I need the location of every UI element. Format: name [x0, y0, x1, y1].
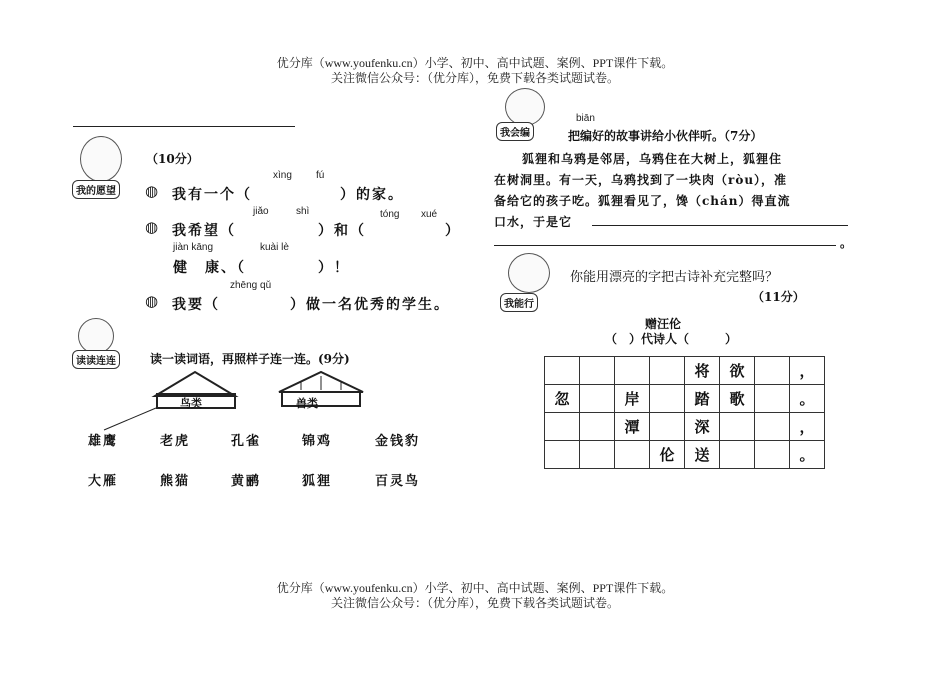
q3-text: 健 康、（ — [173, 260, 246, 276]
poem-cell[interactable] — [650, 385, 685, 413]
footer-line-1: 优分库（www.youfenku.cn）小学、初中、高中试题、案例、PPT课件下载。 — [276, 581, 674, 595]
q1-before: 我有一个（ — [172, 187, 252, 203]
cartoon-child-icon — [78, 318, 114, 354]
page-header — [0, 56, 950, 86]
poem-cell[interactable] — [615, 441, 650, 469]
poem-cell[interactable] — [720, 413, 755, 441]
pinyin-jiao: jiǎo — [253, 206, 269, 217]
pinyin-tong: tóng — [380, 209, 400, 220]
poem-cell[interactable]: 深 — [685, 413, 720, 441]
poem-cell[interactable]: 踏 — [685, 385, 720, 413]
poem-cell[interactable] — [545, 413, 580, 441]
section4-instruction: 你能用漂亮的字把古诗补充完整吗？ — [570, 270, 779, 285]
poem-cell[interactable] — [650, 357, 685, 385]
poem-cell[interactable] — [755, 357, 790, 385]
poem-cell[interactable]: 忽 — [545, 385, 580, 413]
pinyin-fu: fú — [316, 170, 325, 181]
poem-cell[interactable]: 伦 — [650, 441, 685, 469]
poem-row — [545, 413, 825, 441]
poem-cell[interactable] — [755, 441, 790, 469]
house-beast — [276, 368, 366, 413]
story-text — [494, 149, 854, 233]
poem-cell[interactable] — [545, 357, 580, 385]
answer-line[interactable] — [592, 225, 848, 226]
section1-badge: 我的愿望 — [72, 180, 120, 199]
pinyin-bian: biān — [576, 113, 595, 124]
pinyin-zhengqu: zhēng qǔ — [230, 280, 272, 291]
apple-icon: ◍ — [145, 218, 159, 236]
poem-row — [545, 385, 825, 413]
story-line: 备给它的孩子吃。狐狸看见了，馋（chán）得直流 — [494, 194, 791, 208]
poem-cell[interactable]: 将 — [685, 357, 720, 385]
pinyin-xue: xué — [421, 209, 438, 220]
poem-cell[interactable] — [580, 385, 615, 413]
poem-cell[interactable]: ， — [790, 413, 825, 441]
section4-score: （11分） — [752, 290, 805, 304]
poem-cell[interactable] — [580, 357, 615, 385]
poem-cell[interactable]: 歌 — [720, 385, 755, 413]
poem-title: 赠汪伦 — [645, 317, 682, 331]
poem-cell[interactable]: 潭 — [615, 413, 650, 441]
cartoon-child-icon — [80, 136, 122, 182]
pinyin-xing: xìng — [273, 170, 292, 181]
word-item: 雄鹰 — [88, 434, 119, 449]
section1-score: （10分） — [146, 152, 199, 166]
header-line-1: 优分库（www.youfenku.cn）小学、初中、高中试题、案例、PPT课件下载。 — [276, 56, 674, 70]
section2-instruction: 读一读词语，再照样子连一连。(9分) — [150, 352, 350, 366]
word-item: 狐狸 — [302, 474, 333, 489]
word-item: 孔雀 — [231, 434, 262, 449]
word-item: 金钱豹 — [375, 434, 421, 449]
pinyin-shi: shì — [296, 206, 310, 217]
header-line-2: 关注微信公众号：（优分库），免费下载各类试题试卷。 — [330, 71, 619, 85]
poem-cell[interactable] — [720, 441, 755, 469]
poem-cell[interactable]: 。 — [790, 385, 825, 413]
story-line: 在树洞里。有一天，乌鸦找到了一块肉（ròu），准 — [494, 173, 788, 187]
poem-cell[interactable]: 岸 — [615, 385, 650, 413]
poem-cell[interactable] — [580, 441, 615, 469]
footer-line-2: 关注微信公众号：（优分库），免费下载各类试题试卷。 — [330, 596, 619, 610]
q4-after: ）做一名优秀的学生。 — [290, 297, 450, 313]
q1-after: ）的家。 — [340, 187, 404, 203]
top-divider — [73, 126, 295, 127]
word-item: 黄鹂 — [231, 474, 262, 489]
poem-dynasty: （ ）代诗人（ ） — [605, 332, 738, 346]
word-item: 大雁 — [88, 474, 119, 489]
poem-cell[interactable]: 。 — [790, 441, 825, 469]
poem-row — [545, 357, 825, 385]
poem-cell[interactable] — [580, 413, 615, 441]
pinyin-kuaile: kuài lè — [260, 242, 289, 253]
poem-grid — [544, 356, 825, 469]
house-bird-label: 鸟类 — [180, 397, 202, 410]
story-line: 狐狸和乌鸦是邻居，乌鸦住在大树上，狐狸住 — [522, 152, 783, 166]
apple-icon: ◍ — [145, 292, 159, 310]
apple-icon: ◍ — [145, 182, 159, 200]
q2-mid: ）和（ — [318, 223, 366, 239]
cartoon-child-icon — [508, 253, 550, 293]
section3-instruction: 把编好的故事讲给小伙伴听。（7分） — [568, 129, 763, 143]
q4-before: 我要（ — [172, 297, 220, 313]
end-mark: 。 — [840, 236, 853, 250]
word-item: 熊猫 — [160, 474, 191, 489]
word-item: 百灵鸟 — [375, 474, 421, 489]
page-footer — [0, 581, 950, 611]
poem-cell[interactable]: 送 — [685, 441, 720, 469]
house-beast-label: 兽类 — [296, 397, 318, 410]
answer-line[interactable] — [494, 245, 836, 246]
poem-cell[interactable] — [755, 385, 790, 413]
cartoon-child-icon — [505, 88, 545, 126]
poem-cell[interactable]: 欲 — [720, 357, 755, 385]
section4-badge: 我能行 — [500, 293, 538, 312]
poem-cell[interactable]: ， — [790, 357, 825, 385]
section2-badge: 读读连连 — [72, 350, 120, 369]
poem-cell[interactable] — [755, 413, 790, 441]
pinyin-jiankang: jiàn kāng — [173, 242, 214, 253]
word-item: 锦鸡 — [302, 434, 333, 449]
poem-row — [545, 441, 825, 469]
q3-after: ）！ — [318, 260, 350, 276]
section3-badge: 我会编 — [496, 122, 534, 141]
poem-cell[interactable] — [650, 413, 685, 441]
poem-cell[interactable] — [615, 357, 650, 385]
q2-after: ） — [445, 223, 461, 239]
word-item: 老虎 — [160, 434, 191, 449]
story-line: 口水，于是它 — [494, 215, 573, 229]
poem-cell[interactable] — [545, 441, 580, 469]
q2-before: 我希望（ — [172, 223, 236, 239]
